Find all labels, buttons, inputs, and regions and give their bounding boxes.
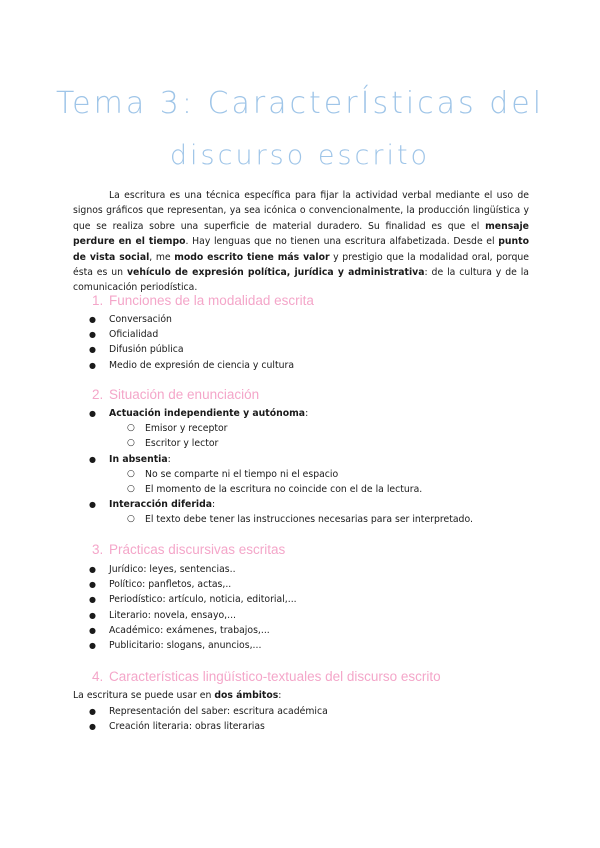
list-item: ● Difusión pública: [0, 342, 600, 357]
section-2-list: [0, 406, 600, 528]
section-number: 3.: [92, 542, 104, 557]
intro-text: La escritura es una técnica específica para fijar la actividad verbal mediante el uso de signos gráficos que representan, ya sea icónica o convencionalmente, la producción lingüística y que se realiza sobre una superficie de material duradero. Su finalidad es que el: [73, 190, 529, 232]
section-heading-1: [92, 293, 314, 308]
bullet-icon: ●: [89, 360, 96, 370]
list-item: ● Académico: exámenes, trabajos,...: [0, 623, 600, 638]
page-title: [0, 78, 600, 182]
section-title: Características lingüístico-textuales del discurso escrito: [109, 669, 441, 684]
bullet-icon: ●: [89, 707, 96, 716]
list-item: ● Creación literaria: obras literarias: [0, 719, 600, 734]
sub-bullet-icon: ○: [127, 483, 135, 494]
intro-bold: mensaje perdure en el tiempo: [73, 220, 529, 248]
list-item: ● Literario: novela, ensayo,...: [0, 608, 600, 623]
section-1-list: [0, 312, 600, 373]
intro-text: . Hay lenguas que no tienen una escritura alfabetizada. Desde el: [185, 236, 499, 248]
list-item: ● Jurídico: leyes, sentencias..: [0, 562, 600, 577]
intro-bold: punto de vista social: [73, 236, 529, 263]
sub-list-item: ○ Emisor y receptor: [0, 421, 600, 436]
bullet-icon: ●: [89, 500, 96, 510]
sub-bullet-icon: ○: [127, 468, 135, 479]
intro-bold: modo escrito tiene más valor: [174, 251, 330, 263]
sub-list: [0, 512, 600, 527]
sub-list-container: [0, 421, 600, 451]
sub-list-item: ○ No se comparte ni el tiempo ni el espacio: [0, 467, 600, 482]
bullet-icon: ●: [89, 595, 96, 605]
list-item: ● Político: panfletos, actas,..: [0, 577, 600, 592]
list-item: ● Oficialidad: [0, 327, 600, 342]
bullet-icon: ●: [89, 625, 96, 635]
intro-text: y prestigio que la modalidad oral, porque ésta es un: [73, 251, 529, 279]
list-item: ● Publicitario: slogans, anuncios,...: [0, 638, 600, 653]
section-3-list: [0, 562, 600, 653]
bullet-icon: ●: [89, 454, 96, 464]
list-item: ● Periodístico: artículo, noticia, editorial,...: [0, 592, 600, 607]
sub-bullet-icon: ○: [127, 423, 135, 434]
title-line-2: discurso escrito: [169, 140, 431, 171]
section-heading-4: [92, 669, 441, 684]
intro-paragraph: [73, 188, 529, 296]
bullet-icon: ●: [89, 315, 96, 324]
list-item: ● Interacción diferida:: [0, 497, 600, 512]
intro-text: , me: [149, 251, 175, 263]
bullet-icon: ●: [89, 409, 96, 418]
bullet-icon: ●: [89, 565, 96, 574]
list-item: ● Conversación: [0, 312, 600, 327]
sub-list-container: [0, 512, 600, 527]
section-4-list: [0, 704, 600, 734]
list-item: ● Actuación independiente y autónoma:: [0, 406, 600, 421]
bullet-icon: ●: [89, 345, 96, 355]
list-item: ● Representación del saber: escritura académica: [0, 704, 600, 719]
sub-list: [0, 421, 600, 451]
bullet-icon: ●: [89, 640, 96, 650]
intro-bold: vehículo de expresión política, jurídica y administrativa: [126, 267, 425, 279]
sub-list-item: ○ El texto debe tener las instrucciones necesarias para ser interpretado.: [0, 512, 600, 527]
bullet-icon: ●: [89, 722, 96, 732]
list-item: ● In absentia:: [0, 452, 600, 467]
section-number: 1.: [92, 293, 104, 308]
sub-bullet-icon: ○: [127, 438, 135, 449]
list-item: ● Medio de expresión de ciencia y cultura: [0, 358, 600, 373]
intro-text: : de la cultura y de la comunicación periodística.: [73, 267, 530, 294]
section-title: Prácticas discursivas escritas: [109, 542, 286, 557]
section-number: 4.: [92, 669, 104, 684]
sub-list-container: [0, 467, 600, 497]
bullet-icon: ●: [89, 330, 96, 340]
title-line-1: Tema 3: CaracterÍsticas del: [55, 86, 545, 121]
section-heading-3: [92, 542, 285, 557]
section-title: Situación de enunciación: [109, 387, 260, 402]
sub-list-item: ○ El momento de la escritura no coincide con el de la lectura.: [0, 482, 600, 497]
sub-list: [0, 467, 600, 497]
bullet-icon: ●: [89, 580, 96, 590]
bullet-icon: ●: [89, 610, 96, 620]
section-4-paragraph: La escritura se puede usar en dos ámbitos:: [73, 690, 282, 701]
sub-list-item: ○ Escritor y lector: [0, 436, 600, 451]
section-title: Funciones de la modalidad escrita: [109, 293, 314, 308]
section-number: 2.: [92, 387, 104, 402]
section-heading-2: [92, 387, 259, 402]
sub-bullet-icon: ○: [127, 514, 135, 525]
